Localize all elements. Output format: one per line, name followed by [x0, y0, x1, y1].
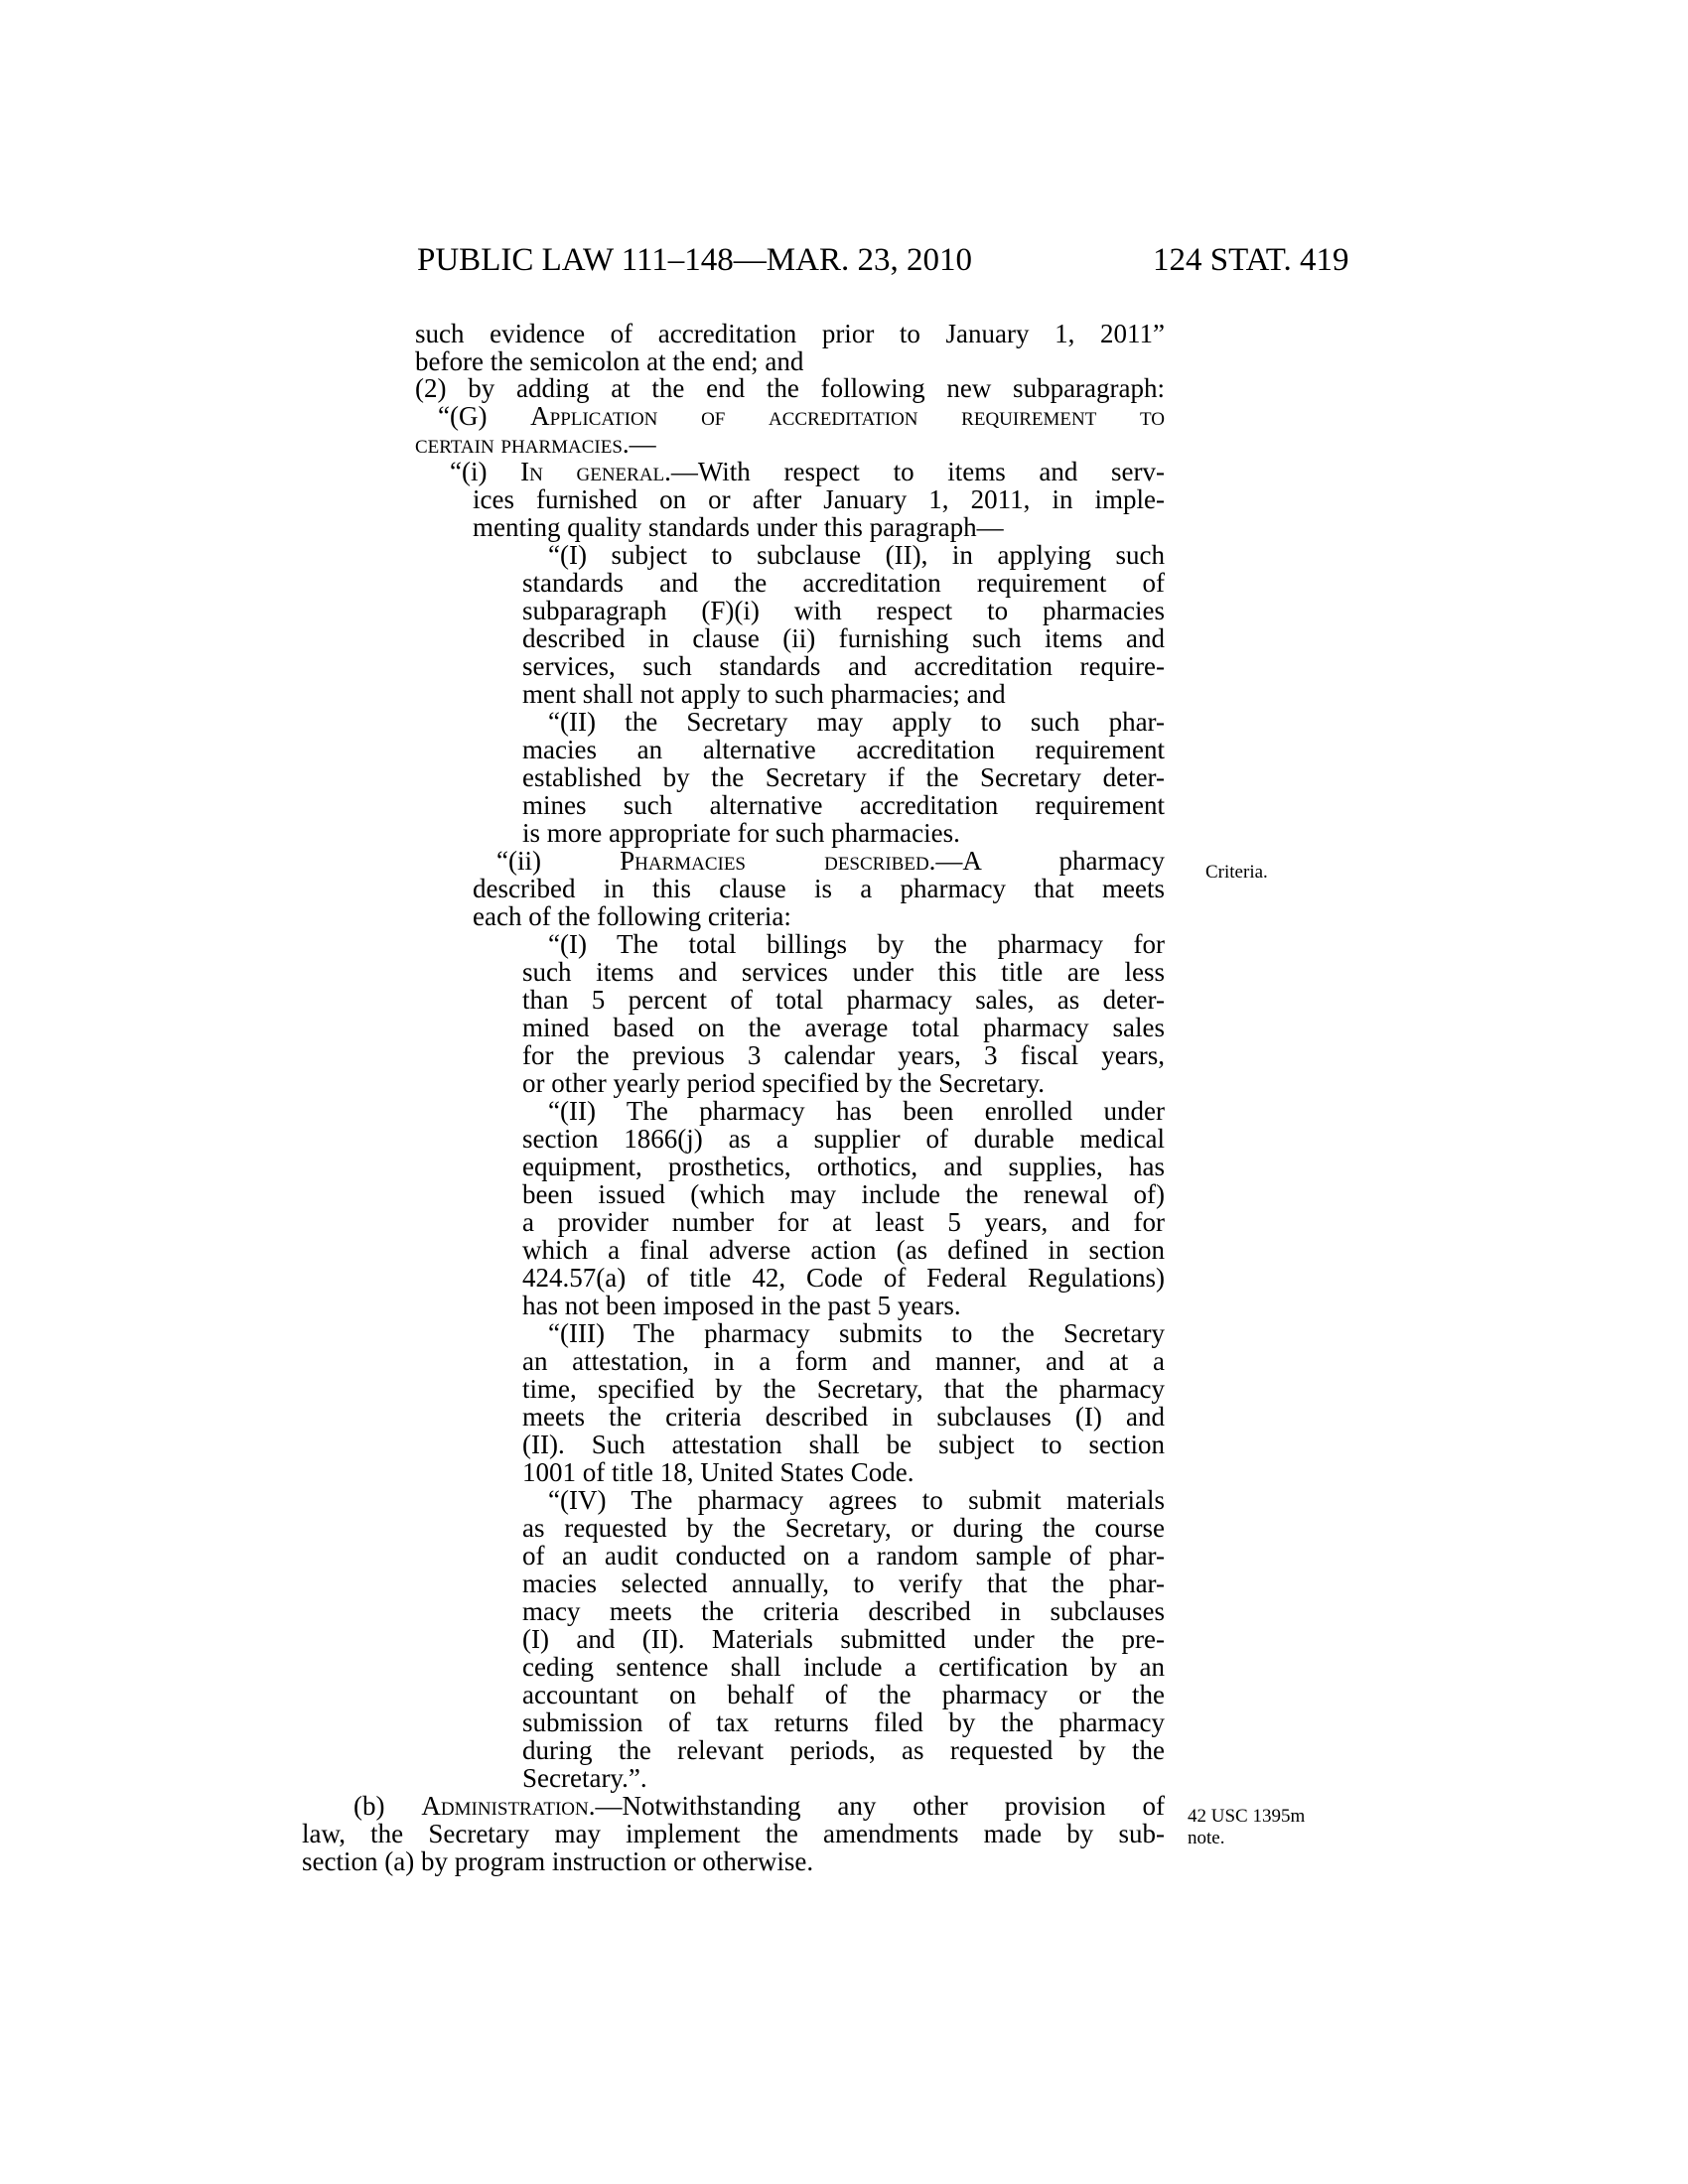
- line-text: “(II) the Secretary may apply to such phar-: [548, 707, 1165, 737]
- text-line: [522, 1596, 1165, 1626]
- text-line: [522, 1402, 1165, 1432]
- header-title: PUBLIC LAW 111–148—MAR. 23, 2010: [417, 242, 972, 278]
- line-text: mines such alternative accreditation requirement: [522, 790, 1165, 820]
- line-text: 424.57(a) of title 42, Code of Federal Regulations): [522, 1263, 1165, 1293]
- line-text: been issued (which may include the renewal of): [522, 1179, 1165, 1209]
- text-line: [522, 1124, 1165, 1154]
- line-text: before the semicolon at the end; and: [415, 346, 804, 376]
- line-text: an attestation, in a form and manner, and at a: [522, 1346, 1165, 1376]
- text-line: [473, 901, 791, 931]
- text-line: [522, 1068, 1045, 1098]
- text-line: [522, 1735, 1165, 1765]
- text-line: [450, 457, 1165, 486]
- line-text: than 5 percent of total pharmacy sales, as deter-: [522, 985, 1165, 1015]
- text-line: [548, 929, 1165, 959]
- line-text: “(I) subject to subclause (II), in applying such: [548, 540, 1165, 570]
- line-text: macy meets the criteria described in subclauses: [522, 1596, 1165, 1626]
- margin-note-criteria: Criteria.: [1205, 862, 1268, 883]
- text-line: [522, 1346, 1165, 1376]
- line-text: is more appropriate for such pharmacies.: [522, 818, 960, 848]
- line-text: for the previous 3 calendar years, 3 fiscal years,: [522, 1040, 1165, 1070]
- line-lead: “(G): [438, 401, 531, 431]
- line-text: “(IV) The pharmacy agrees to submit materials: [548, 1485, 1165, 1515]
- line-text: such items and services under this title are less: [522, 957, 1165, 987]
- line-text: such evidence of accreditation prior to January 1, 2011”: [415, 319, 1165, 348]
- text-line: [415, 346, 803, 376]
- text-line: [415, 319, 1165, 348]
- text-line: [415, 429, 656, 459]
- line-text: law, the Secretary may implement the amendments made by sub-: [302, 1819, 1165, 1848]
- text-line: [522, 985, 1165, 1015]
- text-line: [522, 1652, 1165, 1682]
- text-line: [548, 1485, 1165, 1515]
- text-line: [522, 1541, 1165, 1570]
- text-line: [522, 762, 1165, 792]
- line-lead: “(i): [450, 457, 521, 486]
- text-line: [496, 846, 1165, 876]
- header-page-reference: 124 STAT. 419: [1153, 242, 1349, 278]
- text-line: [548, 1318, 1165, 1348]
- line-text: of an audit conducted on a random sample of phar-: [522, 1541, 1165, 1570]
- line-text: as requested by the Secretary, or during the course: [522, 1513, 1165, 1543]
- text-line: [353, 1791, 1165, 1821]
- text-line: [473, 512, 1004, 542]
- text-line: [302, 1846, 813, 1876]
- line-text: established by the Secretary if the Secretary deter-: [522, 762, 1165, 792]
- line-text: services, such standards and accreditation require-: [522, 651, 1165, 681]
- line-text: or other yearly period specified by the Secretary.: [522, 1068, 1046, 1098]
- text-line: [522, 1513, 1165, 1543]
- line-text: (I) and (II). Materials submitted under the pre-: [522, 1624, 1165, 1654]
- line-text: section (a) by program instruction or otherwise.: [302, 1846, 814, 1876]
- line-text: described in clause (ii) furnishing such items and: [522, 623, 1165, 653]
- text-line: [522, 957, 1165, 987]
- line-text: during the relevant periods, as requested by the: [522, 1735, 1165, 1765]
- line-text: has not been imposed in the past 5 years.: [522, 1291, 961, 1320]
- text-line: [548, 707, 1165, 737]
- text-line: [522, 1152, 1165, 1181]
- line-text: .—: [622, 429, 656, 459]
- text-line: [522, 1291, 961, 1320]
- line-text: equipment, prosthetics, orthotics, and supplies, has: [522, 1152, 1165, 1181]
- line-text: 1001 of title 18, United States Code.: [522, 1457, 914, 1487]
- text-line: [473, 484, 1165, 514]
- text-line: [522, 1040, 1165, 1070]
- text-line: [548, 540, 1165, 570]
- text-line: [522, 1263, 1165, 1293]
- text-line: [522, 1235, 1165, 1265]
- line-text: described in this clause is a pharmacy that meets: [473, 874, 1165, 903]
- margin-note-usc-citation: 42 USC 1395m: [1188, 1806, 1306, 1827]
- line-text: submission of tax returns filed by the pharmacy: [522, 1707, 1165, 1737]
- section-heading-smallcaps: Pharmacies described: [620, 846, 929, 876]
- text-line: [522, 568, 1165, 598]
- line-lead: “(ii): [496, 846, 621, 876]
- line-text: (2) by adding at the end the following new subparagraph:: [415, 373, 1165, 403]
- text-line: [522, 1374, 1165, 1404]
- line-text: mined based on the average total pharmacy sales: [522, 1013, 1165, 1042]
- section-heading-smallcaps: Administration: [421, 1791, 589, 1821]
- line-text: “(III) The pharmacy submits to the Secretary: [548, 1318, 1165, 1348]
- text-line: [522, 651, 1165, 681]
- line-text: ceding sentence shall include a certification by an: [522, 1652, 1165, 1682]
- section-heading-smallcaps: certain pharmacies: [415, 429, 623, 459]
- line-text: macies selected annually, to verify that the phar-: [522, 1569, 1165, 1598]
- line-text: macies an alternative accreditation requirement: [522, 735, 1165, 764]
- line-text: time, specified by the Secretary, that the pharmacy: [522, 1374, 1165, 1404]
- line-text: a provider number for at least 5 years, and for: [522, 1207, 1165, 1237]
- text-line: [522, 735, 1165, 764]
- text-line: [415, 373, 1165, 403]
- line-text: “(I) The total billings by the pharmacy for: [548, 929, 1165, 959]
- text-line: [522, 1430, 1165, 1459]
- text-line: [522, 1013, 1165, 1042]
- line-text: Secretary.”.: [522, 1763, 647, 1793]
- line-text: ices furnished on or after January 1, 2011, in imple-: [473, 484, 1165, 514]
- line-text: .—Notwithstanding any other provision of: [588, 1791, 1166, 1821]
- line-text: .—With respect to items and serv-: [664, 457, 1165, 486]
- section-heading-smallcaps: In general: [520, 457, 665, 486]
- line-text: standards and the accreditation requirement of: [522, 568, 1165, 598]
- line-lead: (b): [353, 1791, 422, 1821]
- text-line: [522, 1457, 914, 1487]
- text-line: [473, 874, 1165, 903]
- line-text: menting quality standards under this paragraph—: [473, 512, 1004, 542]
- text-line: [522, 596, 1165, 625]
- text-line: [548, 1096, 1165, 1126]
- line-text: “(II) The pharmacy has been enrolled under: [548, 1096, 1165, 1126]
- text-line: [522, 790, 1165, 820]
- line-text: section 1866(j) as a supplier of durable medical: [522, 1124, 1165, 1154]
- text-line: [522, 1763, 647, 1793]
- text-line: [522, 623, 1165, 653]
- text-line: [522, 1179, 1165, 1209]
- text-line: [438, 401, 1165, 431]
- line-text: subparagraph (F)(i) with respect to pharmacies: [522, 596, 1165, 625]
- line-text: .—A pharmacy: [928, 846, 1165, 876]
- text-line: [522, 818, 960, 848]
- text-line: [302, 1819, 1165, 1848]
- text-line: [522, 1680, 1165, 1709]
- margin-note-usc-citation-suffix: note.: [1188, 1828, 1225, 1848]
- text-line: [522, 679, 1006, 709]
- line-text: accountant on behalf of the pharmacy or the: [522, 1680, 1165, 1709]
- text-line: [522, 1569, 1165, 1598]
- line-text: ment shall not apply to such pharmacies; and: [522, 679, 1006, 709]
- line-text: meets the criteria described in subclauses (I) and: [522, 1402, 1165, 1432]
- text-line: [522, 1707, 1165, 1737]
- section-heading-smallcaps: Application of accreditation requirement to: [530, 401, 1166, 431]
- text-line: [522, 1207, 1165, 1237]
- line-text: each of the following criteria:: [473, 901, 791, 931]
- line-text: (II). Such attestation shall be subject to section: [522, 1430, 1165, 1459]
- line-text: which a final adverse action (as defined in section: [522, 1235, 1165, 1265]
- text-line: [522, 1624, 1165, 1654]
